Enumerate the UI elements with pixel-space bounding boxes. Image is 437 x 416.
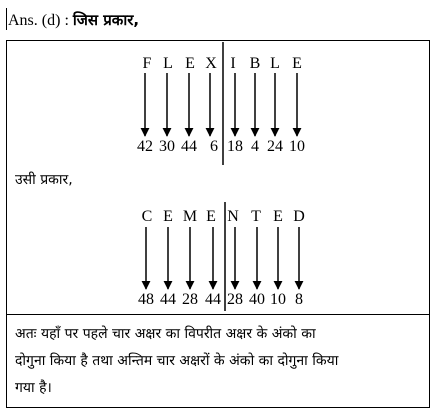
example1-number: 42 (137, 138, 153, 155)
example1-letter: E (292, 55, 302, 72)
example2-number: 28 (182, 291, 198, 308)
explanation-line-2: दोगुना किया है तथा अन्तिम चार अक्षरों के अंको का दोगुना किया (15, 353, 339, 369)
example1-number: 10 (289, 138, 305, 155)
example1-number: 18 (227, 138, 243, 155)
example2-letter: E (273, 208, 283, 225)
example2-letter: M (182, 208, 198, 225)
section-divider (7, 314, 429, 315)
example2-number: 40 (249, 291, 265, 308)
middle-text: उसी प्रकार, (15, 172, 73, 188)
example1-letter: E (185, 55, 195, 72)
example1-letter: B (249, 55, 261, 72)
answer-heading: जिस प्रकार, (72, 11, 140, 29)
example1-letter: X (205, 55, 217, 72)
explanation-line-1: अतः यहाँ पर पहले चार अक्षर का विपरीत अक्षर के अंको का (15, 326, 316, 342)
example1-number: 4 (251, 138, 259, 155)
example1-number: 24 (267, 138, 283, 155)
example2-number: 28 (227, 291, 243, 308)
explanation-line-3: गया है। (15, 380, 52, 396)
example2-letter: C (141, 208, 153, 225)
example2-number: 10 (270, 291, 286, 308)
solution-box (6, 40, 430, 408)
example2-letter: E (206, 208, 216, 225)
example1-letter: L (163, 55, 173, 72)
example1-letter: L (270, 55, 280, 72)
example2-number: 48 (138, 291, 154, 308)
example2-letter: N (227, 208, 239, 225)
example1-number: 6 (210, 138, 218, 155)
example1-diagram (7, 41, 429, 166)
example2-diagram (7, 201, 429, 316)
example2-letter: E (163, 208, 173, 225)
example1-number: 44 (181, 138, 197, 155)
answer-line (8, 10, 139, 30)
example2-letter: D (293, 208, 305, 225)
example1-number: 30 (159, 138, 175, 155)
example2-letter: T (251, 208, 261, 225)
example2-number: 44 (205, 291, 221, 308)
example1-letter: I (230, 55, 236, 72)
text-cursor (6, 8, 7, 30)
example2-number: 44 (160, 291, 176, 308)
example1-letter: F (142, 55, 152, 72)
answer-prefix: Ans. (d) : (8, 12, 69, 29)
example2-number: 8 (295, 291, 303, 308)
